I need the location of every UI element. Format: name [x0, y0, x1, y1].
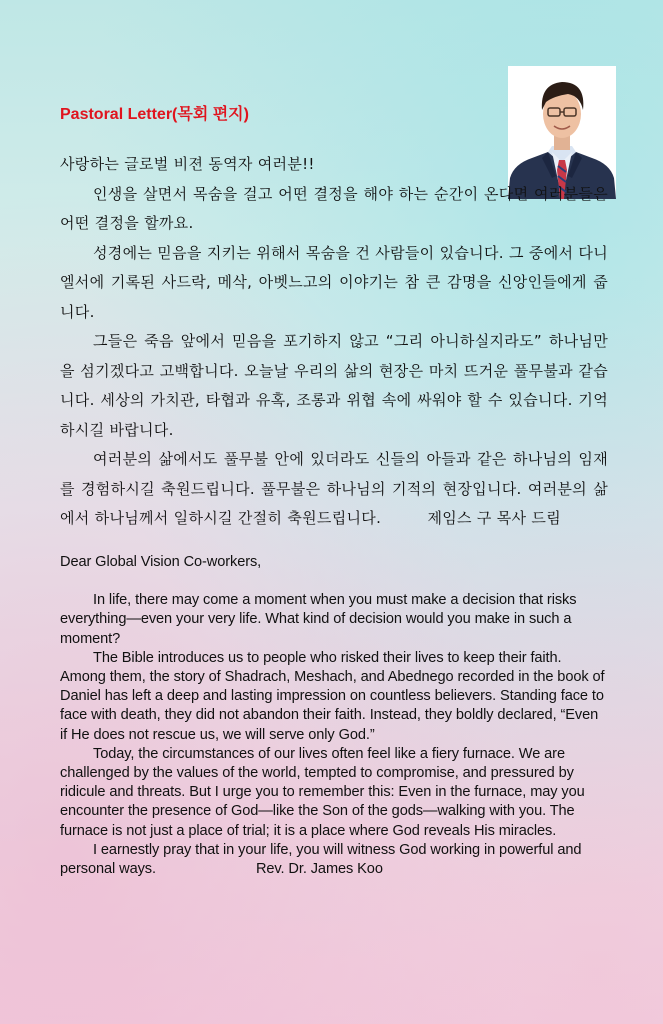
english-letter-body [60, 553, 605, 879]
english-greeting: Dear Global Vision Co-workers, [60, 554, 262, 570]
korean-signature: 제임스 구 목사 드림 [427, 509, 561, 527]
korean-paragraph [60, 445, 608, 534]
korean-paragraph: 성경에는 믿음을 지키는 위해서 목숨을 건 사람들이 있습니다. 그 중에서 다니엘서에 기록된 사드락, 메삭, 아벳느고의 이야기는 참 큰 감명을 신앙인들에게 줍니다. [60, 243, 608, 321]
letter-title: Pastoral Letter(목회 편지) [60, 106, 249, 123]
english-signature: Rev. Dr. James Koo [255, 861, 383, 878]
korean-paragraph: 그들은 죽음 앞에서 믿음을 포기하지 않고 “그리 아니하실지라도” 하나님만을 섬기겠다고 고백합니다. 오늘날 우리의 삶의 현장은 마치 뜨거운 풀무불과 같습니다. 세상의 가치관, 타협과 유혹, 조롱과 위협 속에 싸워야 할 수 있습니다. 기억하시길 바랍니다. [60, 332, 608, 439]
korean-paragraph: 인생을 살면서 목숨을 걸고 어떤 결정을 해야 하는 순간이 온다면 여러분들은 어떤 결정을 할까요. [60, 184, 608, 232]
english-paragraph-text: I earnestly pray that in your life, you will witness God working in powerful and personal ways. [60, 841, 582, 878]
english-paragraph: The Bible introduces us to people who risked their lives to keep their faith. Among them, the story of Shadrach, Meshach, and Abednego recorded in the book of Daniel has left a deep and lasting impression on countless believers. Standing face to face with death, they did not abandon their faith. Instead, they boldly declared, “Even if He does not rescue us, we will serve only God.” [60, 649, 605, 743]
english-paragraph: Today, the circumstances of our lives often feel like a fiery furnace. We are challenged by the values of the world, tempted to compromise, and pressured by ridicule and threats. But I urge you to remember this: Even in the furnace, may you encounter the presence of God—like the Son of the gods—walking with you. The furnace is not just a place of trial; it is a place where God reveals His miracles. [60, 745, 585, 839]
english-paragraph: In life, there may come a moment when you must make a decision that risks everything—even your very life. What kind of decision would you make in such a moment? [60, 592, 577, 647]
korean-letter-body [60, 150, 608, 534]
korean-paragraph-text: 여러분의 삶에서도 풀무불 안에 있더라도 신들의 아들과 같은 하나님의 임재를 경험하시길 축원드립니다. 풀무불은 하나님의 기적의 현장입니다. 여러분의 삶에서 하나님께서 일하시길 간절히 축원드립니다. [60, 450, 608, 527]
korean-greeting: 사랑하는 글로벌 비젼 동역자 여러분!! [60, 155, 315, 173]
english-paragraph [60, 841, 605, 879]
